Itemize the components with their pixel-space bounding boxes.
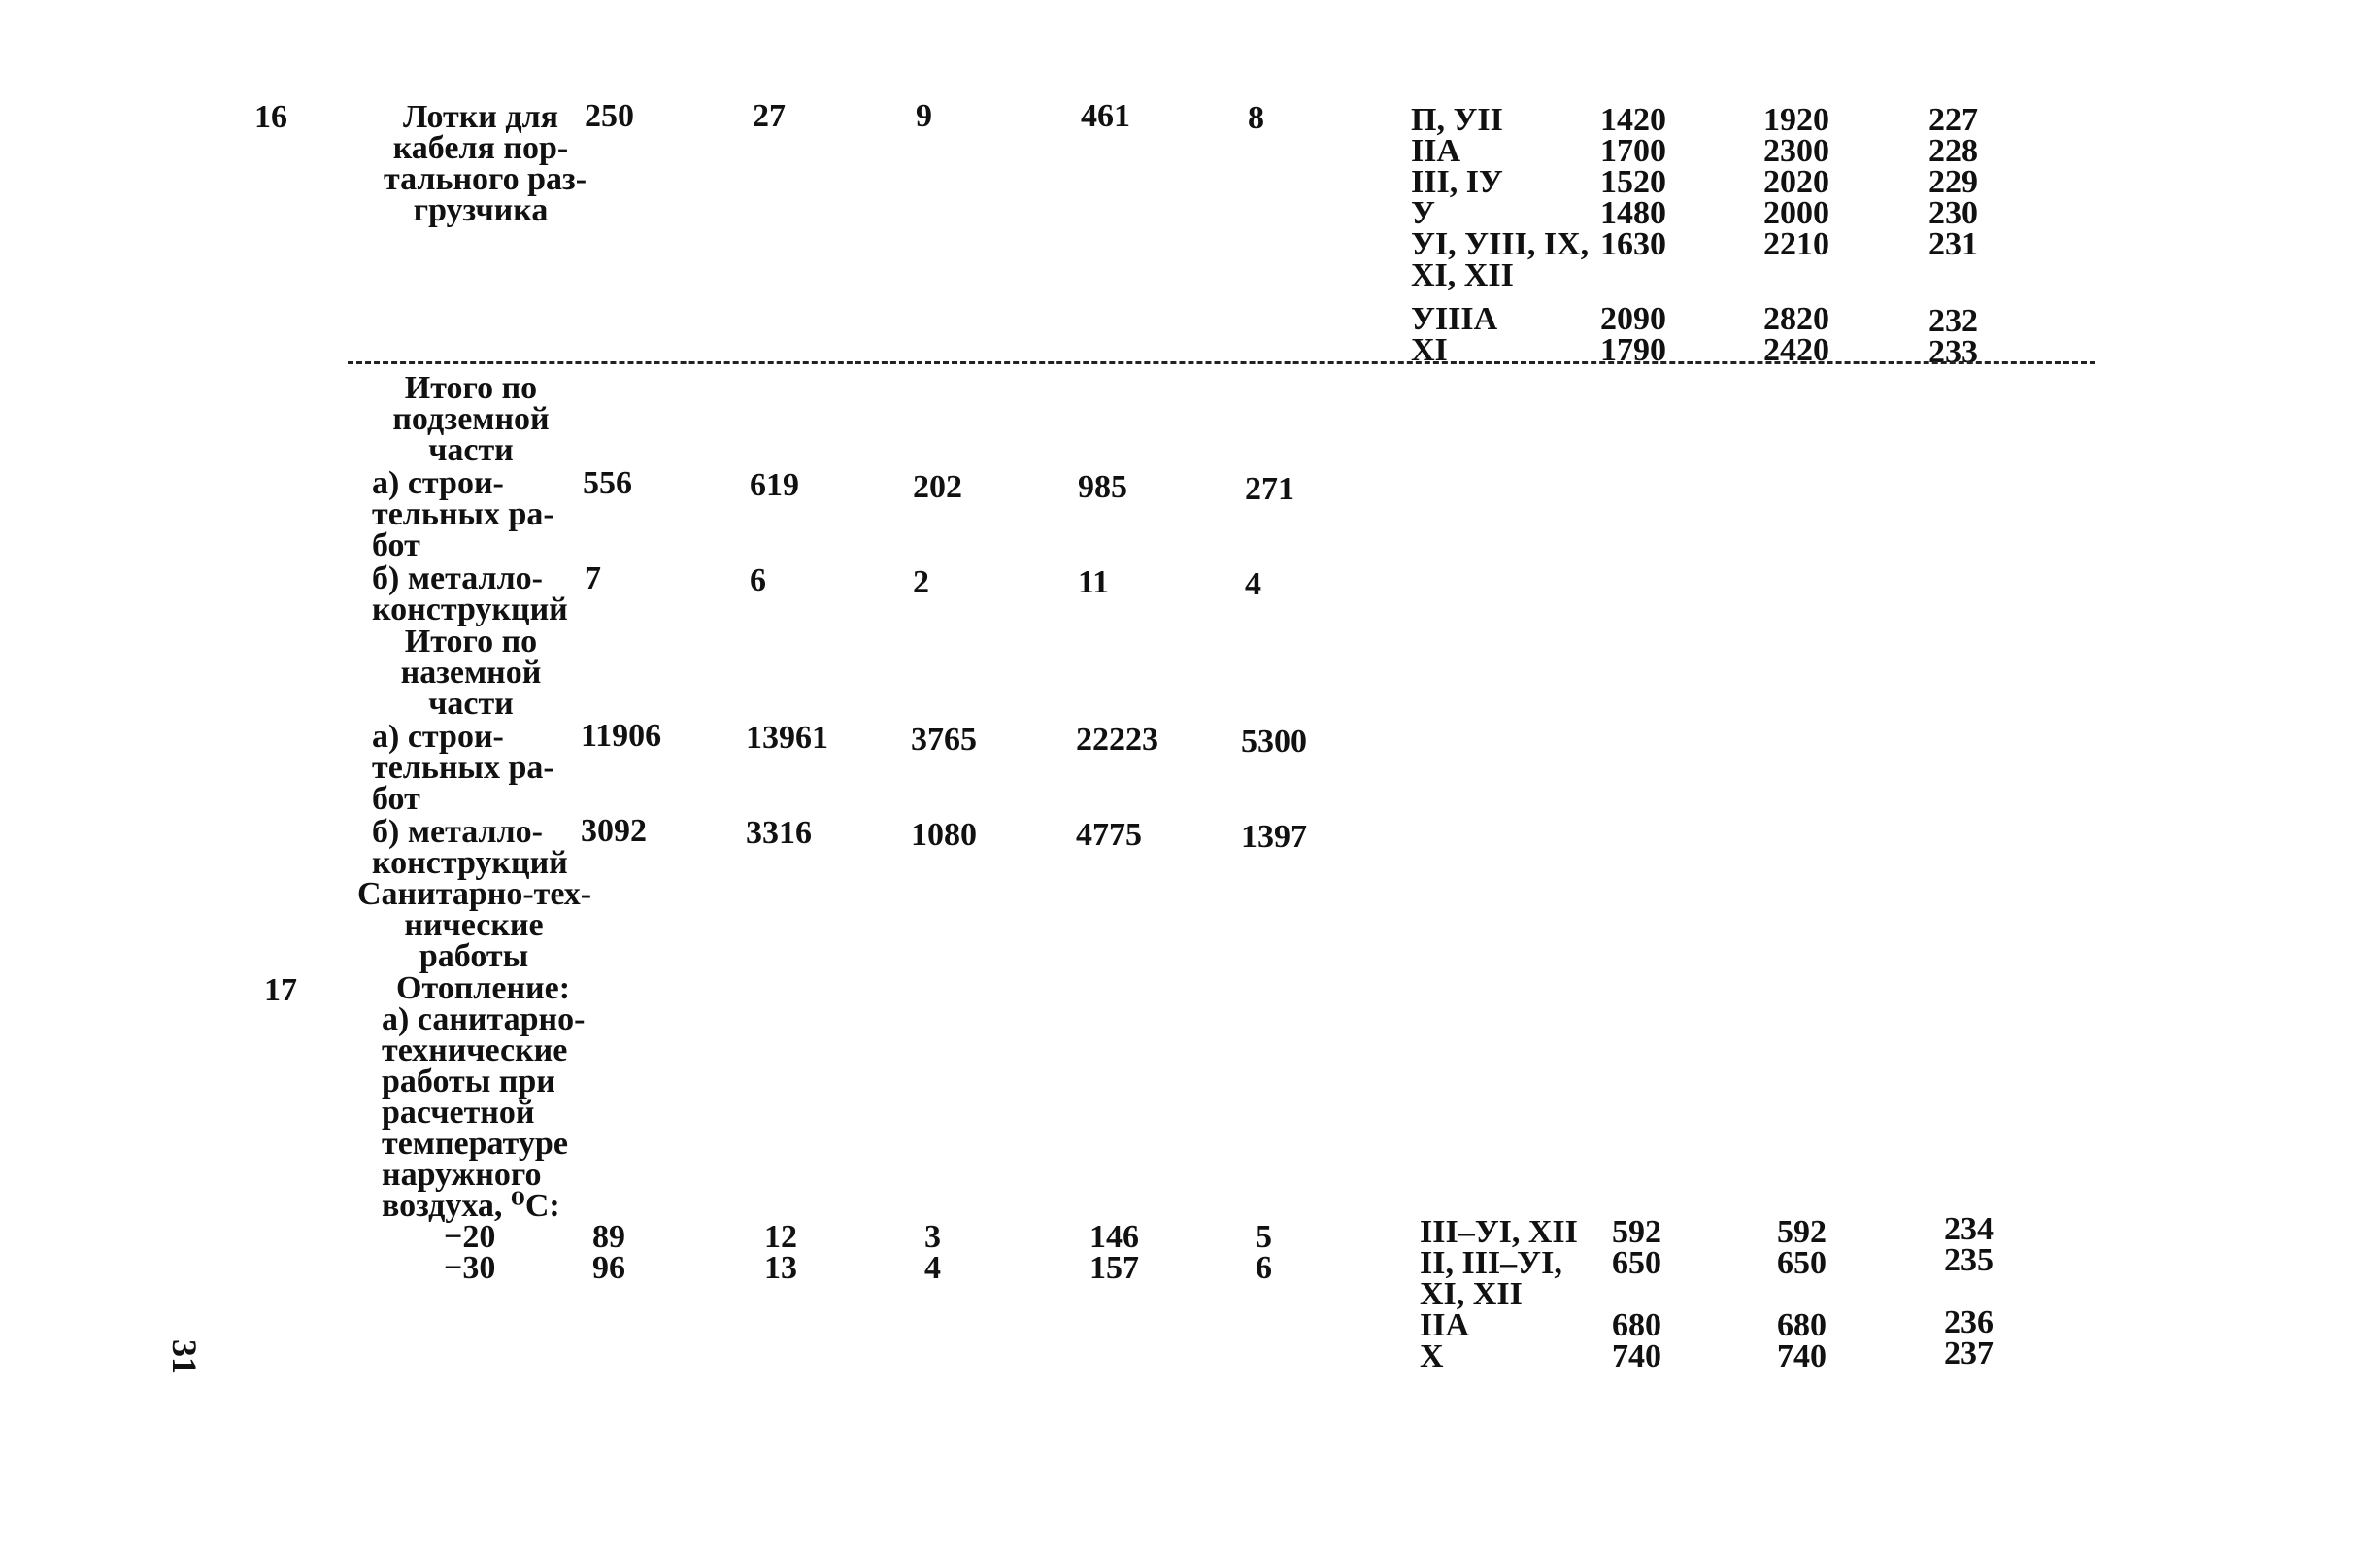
- row17-col-c-2: 235: [1944, 1242, 1994, 1278]
- row17-region-3: IIА: [1420, 1307, 1470, 1343]
- aboveground-a-value-1: 11906: [581, 718, 662, 754]
- row16-col-a-1: 1420: [1600, 102, 1666, 138]
- row16-col-c-7: 233: [1928, 334, 1978, 370]
- row16-value-5: 8: [1248, 100, 1264, 136]
- row16-title: Лотки для кабеля пор- тального раз- грузчика: [384, 99, 587, 228]
- row17-col-b-4: 740: [1777, 1338, 1827, 1374]
- row17-region-2: II, III–УI, ХI, ХII: [1420, 1245, 1562, 1312]
- row16-col-b-2: 2300: [1763, 133, 1829, 169]
- row16-col-c-6: 232: [1928, 303, 1978, 339]
- row17-t20-value-4: 146: [1089, 1219, 1139, 1255]
- row17-t30-value-2: 13: [764, 1250, 797, 1286]
- row16-region-1: П, УII: [1411, 102, 1503, 138]
- row16-col-a-5: 1630: [1600, 226, 1666, 262]
- row17-sub-label: а) санитарно- технические работы при расчетной температуре наружного воздуха, ⁰С:: [382, 1001, 586, 1224]
- row17-region-1: III–УI, ХII: [1420, 1214, 1578, 1250]
- row17-col-a-3: 680: [1612, 1307, 1661, 1343]
- row16-col-b-3: 2020: [1763, 164, 1829, 200]
- underground-a-value-4: 985: [1078, 469, 1127, 505]
- aboveground-b-value-5: 1397: [1241, 819, 1307, 855]
- row16-value-1: 250: [585, 98, 634, 134]
- row17-region-4: Х: [1420, 1338, 1444, 1374]
- row16-col-b-5: 2210: [1763, 226, 1829, 262]
- row16-region-7: ХI: [1411, 332, 1448, 368]
- row16-col-a-2: 1700: [1600, 133, 1666, 169]
- underground-b-label: б) металло- конструкций: [372, 560, 568, 627]
- row17-t30-value-4: 157: [1089, 1250, 1139, 1286]
- row17-t20-value-1: 89: [592, 1219, 625, 1255]
- underground-a-value-1: 556: [583, 465, 632, 501]
- underground-b-value-5: 4: [1245, 566, 1261, 602]
- aboveground-b-value-4: 4775: [1076, 817, 1142, 853]
- aboveground-b-value-3: 1080: [911, 817, 977, 853]
- row16-col-c-1: 227: [1928, 102, 1978, 138]
- underground-b-value-4: 11: [1078, 564, 1110, 600]
- aboveground-heading: Итого по наземной части: [400, 624, 542, 722]
- row17-col-a-1: 592: [1612, 1214, 1661, 1250]
- row16-col-c-2: 228: [1928, 133, 1978, 169]
- row17-col-c-3: 236: [1944, 1304, 1994, 1340]
- row16-region-6: УIIIА: [1411, 301, 1498, 337]
- underground-b-value-3: 2: [913, 564, 929, 600]
- row16-col-a-7: 1790: [1600, 332, 1666, 368]
- underground-a-label: а) строи- тельных ра- бот: [372, 465, 554, 563]
- row17-title: Отопление:: [396, 970, 571, 1006]
- aboveground-a-value-5: 5300: [1241, 724, 1307, 760]
- row17-temp-2: −30: [444, 1250, 496, 1286]
- row17-col-b-1: 592: [1777, 1214, 1827, 1250]
- row17-t20-value-5: 5: [1256, 1219, 1272, 1255]
- aboveground-a-value-2: 13961: [746, 720, 828, 756]
- row-number-16: 16: [254, 99, 287, 135]
- underground-a-value-5: 271: [1245, 471, 1294, 507]
- row16-region-2: IIА: [1411, 133, 1461, 169]
- row16-value-4: 461: [1081, 98, 1130, 134]
- aboveground-a-value-4: 22223: [1076, 722, 1158, 758]
- row17-t20-value-2: 12: [764, 1219, 797, 1255]
- row16-region-3: III, IУ: [1411, 164, 1503, 200]
- aboveground-a-value-3: 3765: [911, 722, 977, 758]
- row16-value-3: 9: [916, 98, 932, 134]
- row17-col-c-4: 237: [1944, 1335, 1994, 1371]
- aboveground-b-value-1: 3092: [581, 813, 647, 849]
- aboveground-b-label: б) металло- конструкций: [372, 814, 568, 881]
- row17-temp-1: −20: [444, 1219, 496, 1255]
- row16-region-5: УI, УIII, IХ, ХI, ХII: [1411, 226, 1590, 293]
- dashed-separator: [348, 361, 2095, 364]
- row17-col-a-4: 740: [1612, 1338, 1661, 1374]
- row16-col-b-1: 1920: [1763, 102, 1829, 138]
- row17-t30-value-1: 96: [592, 1250, 625, 1286]
- sanitary-heading: Санитарно-тех- нические работы: [357, 876, 592, 974]
- row17-col-b-3: 680: [1777, 1307, 1827, 1343]
- underground-b-value-2: 6: [750, 562, 766, 598]
- underground-b-value-1: 7: [585, 560, 601, 596]
- row16-col-c-5: 231: [1928, 226, 1978, 262]
- row17-t20-value-3: 3: [924, 1219, 941, 1255]
- row16-region-4: У: [1411, 195, 1435, 231]
- row16-col-b-6: 2820: [1763, 301, 1829, 337]
- row-number-17: 17: [264, 972, 297, 1008]
- row17-t30-value-3: 4: [924, 1250, 941, 1286]
- row16-col-a-4: 1480: [1600, 195, 1666, 231]
- row17-col-c-1: 234: [1944, 1211, 1994, 1247]
- row17-t30-value-5: 6: [1256, 1250, 1272, 1286]
- row16-col-b-4: 2000: [1763, 195, 1829, 231]
- row16-col-a-6: 2090: [1600, 301, 1666, 337]
- underground-a-value-3: 202: [913, 469, 962, 505]
- underground-a-value-2: 619: [750, 467, 799, 503]
- page-number: 31: [165, 1339, 204, 1374]
- row16-value-2: 27: [753, 98, 786, 134]
- row16-col-c-3: 229: [1928, 164, 1978, 200]
- aboveground-a-label: а) строи- тельных ра- бот: [372, 719, 554, 817]
- row17-col-a-2: 650: [1612, 1245, 1661, 1281]
- underground-heading: Итого по подземной части: [392, 370, 550, 468]
- row16-col-a-3: 1520: [1600, 164, 1666, 200]
- row16-col-b-7: 2420: [1763, 332, 1829, 368]
- row16-col-c-4: 230: [1928, 195, 1978, 231]
- aboveground-b-value-2: 3316: [746, 815, 812, 851]
- row17-col-b-2: 650: [1777, 1245, 1827, 1281]
